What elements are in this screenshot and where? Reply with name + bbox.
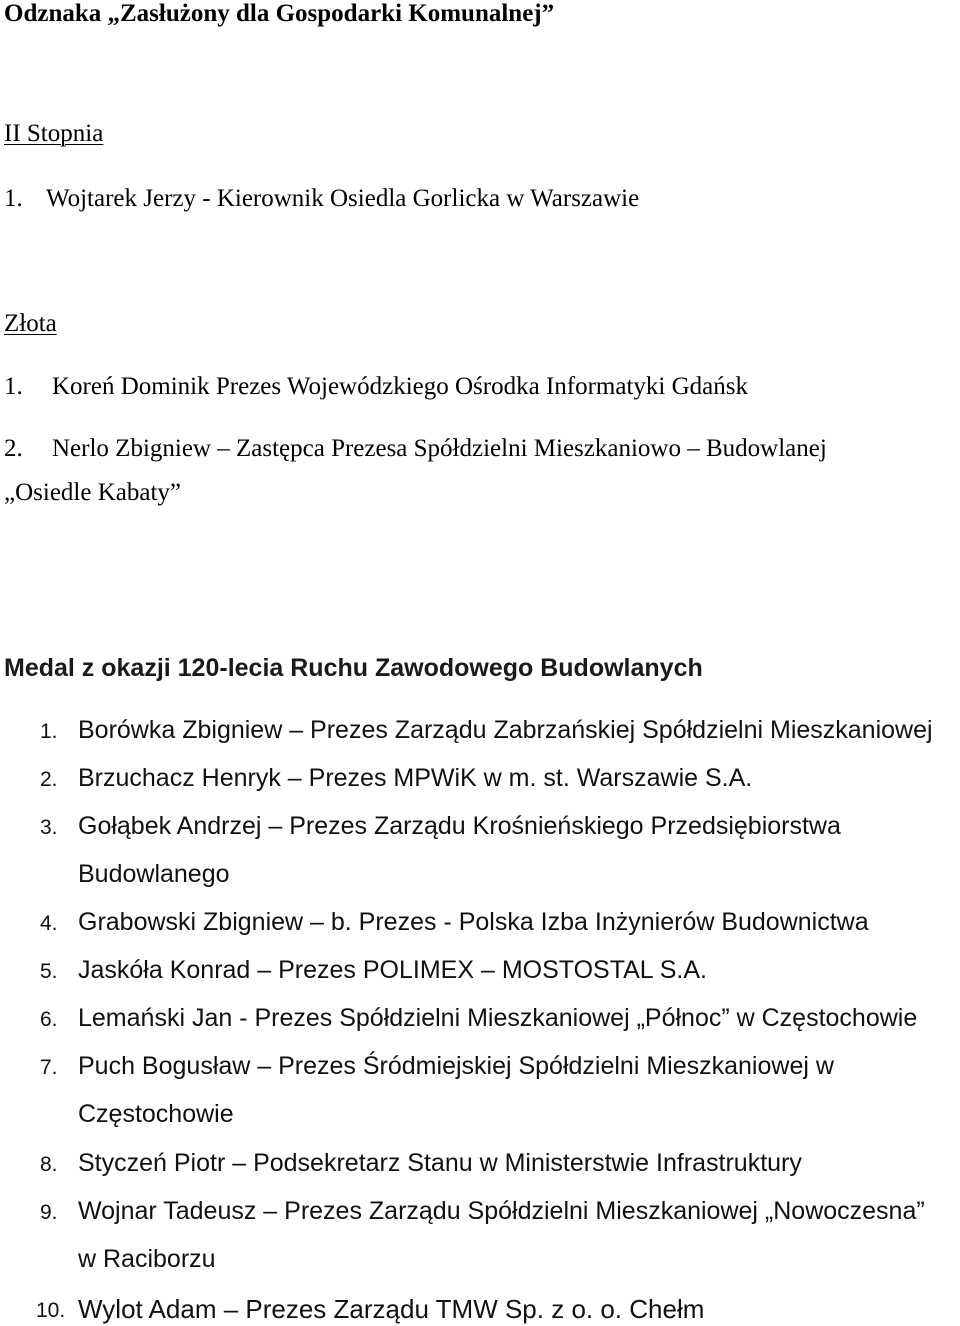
- list-item-text: Wojnar Tadeusz – Prezes Zarządu Spółdzielni Mieszkaniowej „Nowoczesna”: [78, 1197, 925, 1225]
- list-item-number: 7.: [40, 1056, 58, 1079]
- list-item-text: Brzuchacz Henryk – Prezes MPWiK w m. st. Warszawie S.A.: [78, 764, 753, 792]
- list-item-number: 3.: [40, 816, 58, 839]
- list-item-text: Wylot Adam – Prezes Zarządu TMW Sp. z o. o. Chełm: [78, 1294, 705, 1324]
- list-item-text: Gołąbek Andrzej – Prezes Zarządu Krośnieńskiego Przedsiębiorstwa: [78, 812, 841, 840]
- list-item-number: 9.: [40, 1201, 58, 1224]
- list-item-text: Nerlo Zbigniew – Zastępca Prezesa Spółdzielni Mieszkaniowo – Budowlanej: [52, 435, 827, 462]
- list-item-text-continuation: Budowlanego: [78, 860, 230, 888]
- section-heading-medal: Medal z okazji 120-lecia Ruchu Zawodowego Budowlanych: [4, 654, 703, 682]
- list-item-text: Borówka Zbigniew – Prezes Zarządu Zabrzańskiej Spółdzielni Mieszkaniowej: [78, 716, 933, 744]
- section-heading-ii-stopnia: II Stopnia: [4, 120, 104, 147]
- list-item-number: 4.: [40, 912, 58, 935]
- list-item-number: 1.: [4, 185, 23, 212]
- list-item-number: 1.: [4, 373, 23, 400]
- list-item-text: Lemański Jan - Prezes Spółdzielni Mieszkaniowej „Północ” w Częstochowie: [78, 1004, 918, 1032]
- list-item-text-continuation: Częstochowie: [78, 1100, 234, 1128]
- list-item-number: 2.: [4, 435, 23, 462]
- section-heading-zlota: Złota: [4, 310, 57, 337]
- list-item-text-continuation: w Raciborzu: [78, 1245, 216, 1273]
- list-item-text: Styczeń Piotr – Podsekretarz Stanu w Ministerstwie Infrastruktury: [78, 1149, 802, 1177]
- list-item-number: 1.: [40, 720, 58, 743]
- list-item-text: Koreń Dominik Prezes Wojewódzkiego Ośrodka Informatyki Gdańsk: [52, 373, 748, 400]
- list-item-text: Jaskóła Konrad – Prezes POLIMEX – MOSTOSTAL S.A.: [78, 956, 707, 984]
- list-item-number: 5.: [40, 960, 58, 983]
- list-item-number: 8.: [40, 1153, 58, 1176]
- list-item-number: 6.: [40, 1008, 58, 1031]
- list-item-text: Grabowski Zbigniew – b. Prezes - Polska Izba Inżynierów Budownictwa: [78, 908, 869, 936]
- list-item-number: 10.: [36, 1299, 66, 1322]
- document-title: Odznaka „Zasłużony dla Gospodarki Komunalnej”: [4, 0, 555, 27]
- list-item-text-continuation: „Osiedle Kabaty”: [4, 479, 182, 506]
- list-item-number: 2.: [40, 768, 58, 791]
- list-item-text: Puch Bogusław – Prezes Śródmiejskiej Spółdzielni Mieszkaniowej w: [78, 1052, 834, 1080]
- list-item-text: Wojtarek Jerzy - Kierownik Osiedla Gorlicka w Warszawie: [46, 185, 640, 212]
